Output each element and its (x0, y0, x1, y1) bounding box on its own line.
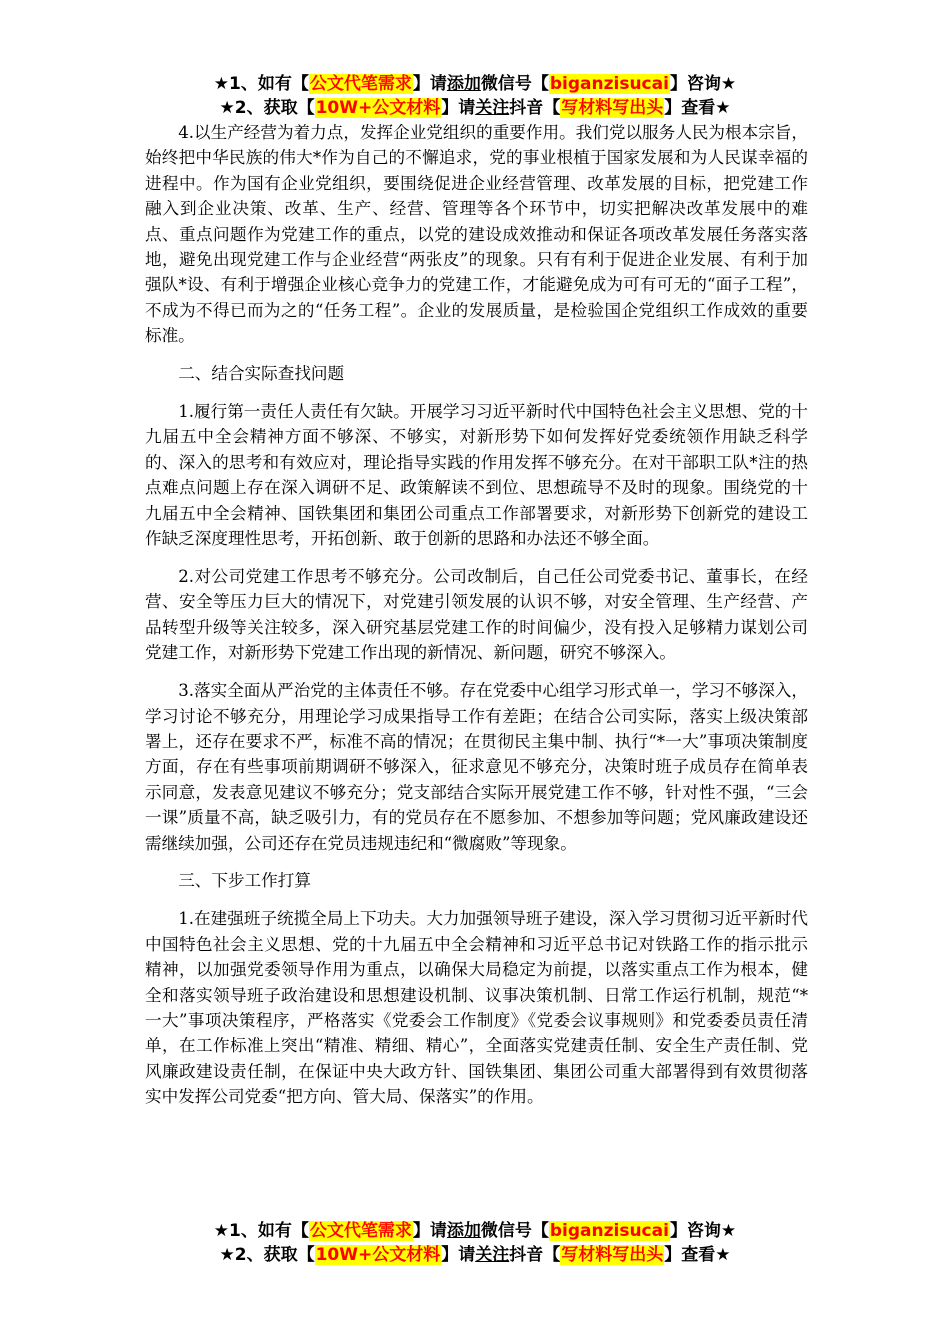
promo-text: 抖音【 (509, 1245, 561, 1265)
section-heading: 三、下步工作打算 (178, 871, 311, 891)
promo-underlined-text: 添加 (446, 74, 481, 94)
promo-text: 】请 (412, 1221, 447, 1241)
promo-line-1 (0, 1219, 950, 1243)
promo-text: ★2、获取【 (219, 98, 315, 118)
promo-highlight: 公文代笔需求 (309, 1221, 412, 1241)
promo-text: 】请 (412, 74, 447, 94)
promo-text: 】查看★ (664, 1245, 731, 1265)
promo-text: 微信号【 (480, 1221, 549, 1241)
promo-underlined-text: 关注 (475, 1245, 510, 1265)
paragraph: 1.在建强班子统揽全局上下功夫。大力加强领导班子建设，深入学习贯彻习近平新时代中国特色社会主义思想、党的十九届五中全会精神和习近平总书记对铁路工作的指示批示精神，以加强党委领导作用为重点，以确保大局稳定为前提，以落实重点工作为根本，健全和落实领导班子政治建设和思想建设机制、议事决策机制、日常工作运行机制，规范“*一大”事项决策程序，严格落实《党委会工作制度》《党委会议事规则》和党委委员责任清单，在工作标准上突出“精准、精细、精心”，全面落实党建责任制、安全生产责任制、党风廉政建设责任制，在保证中央大政方针、国铁集团、集团公司重大部署得到有效贯彻落实中发挥公司党委“把方向、管大局、保落实”的作用。 (145, 909, 808, 1107)
promo-text: 】查看★ (664, 98, 731, 118)
promo-text: 】请 (441, 98, 476, 118)
promo-text: 】咨询★ (669, 74, 737, 94)
promo-underlined-text: 添加 (446, 1221, 481, 1241)
promo-highlight: 公文代笔需求 (309, 74, 412, 94)
promo-text: 微信号【 (480, 74, 549, 94)
promo-highlight: 写材料写出头 (561, 1245, 664, 1265)
promo-highlight: biganzisucai (549, 1221, 669, 1241)
promo-text: 】咨询★ (669, 1221, 737, 1241)
paragraph: 2.对公司党建工作思考不够充分。公司改制后，自己任公司党委书记、董事长，在经营、安全等压力巨大的情况下，对党建引领发展的认识不够，对安全管理、生产经营、产品转型升级等关注较多，深入研究基层党建工作的时间偏少，没有投入足够精力谋划公司党建工作，对新形势下党建工作出现的新情况、新问题，研究不够深入。 (145, 567, 808, 663)
promo-highlight: biganzisucai (549, 74, 669, 94)
document-body (145, 120, 808, 1122)
promo-highlight: 10W+公文材料 (315, 1245, 441, 1265)
paragraph: 4.以生产经营为着力点，发挥企业党组织的重要作用。我们党以服务人民为根本宗旨，始终把中华民族的伟大*作为自己的不懈追求，党的事业根植于国家发展和为人民谋幸福的进程中。作为国有企业党组织，要围绕促进企业经营管理、改革发展的目标，把党建工作融入到企业决策、改革、生产、经营、管理等各个环节中，切实把解决改革发展中的难点、重点问题作为党建工作的重点，以党的建设成效推动和保证各项改革发展任务落实落地，避免出现党建工作与企业经营“两张皮”的现象。只有有利于促进企业发展、有利于加强队*设、有利于增强企业核心竞争力的党建工作，才能避免成为可有可无的“面子工程”，不成为不得已而为之的“任务工程”。企业的发展质量，是检验国企党组织工作成效的重要标准。 (145, 123, 808, 346)
promo-line-2 (0, 96, 950, 120)
promo-text: 】请 (441, 1245, 476, 1265)
promo-highlight: 写材料写出头 (561, 98, 664, 118)
paragraph: 1.履行第一责任人责任有欠缺。开展学习习近平新时代中国特色社会主义思想、党的十九届五中全会精神方面不够深、不够实，对新形势下如何发挥好党委统领作用缺乏科学的、深入的思考和有效应对，理论指导实践的作用发挥不够充分。在对干部职工队*注的热点难点问题上存在深入调研不足、政策解读不到位、思想疏导不及时的现象。围绕党的十九届五中全会精神、国铁集团和集团公司重点工作部署要求，对新形势下创新党的建设工作缺乏深度理性思考，开拓创新、敢于创新的思路和办法还不够全面。 (145, 402, 808, 549)
promo-text: ★2、获取【 (219, 1245, 315, 1265)
promo-line-2 (0, 1243, 950, 1267)
section-heading: 二、结合实际查找问题 (178, 364, 345, 384)
promo-highlight: 10W+公文材料 (315, 98, 441, 118)
promo-banner-bottom (0, 1219, 950, 1267)
promo-text: 抖音【 (509, 98, 561, 118)
promo-underlined-text: 关注 (475, 98, 510, 118)
paragraph: 3.落实全面从严治党的主体责任不够。存在党委中心组学习形式单一，学习不够深入，学习讨论不够充分，用理论学习成果指导工作有差距；在结合公司实际，落实上级决策部署上，还存在要求不严，标准不高的情况；在贯彻民主集中制、执行“*一大”事项决策制度方面，存在有些事项前期调研不够深入，征求意见不够充分，决策时班子成员存在简单表示同意，发表意见建议不够充分；党支部结合实际开展党建工作不够，针对性不强，“三会一课”质量不高，缺乏吸引力，有的党员存在不愿参加、不想参加等问题；党风廉政建设还需继续加强，公司还存在党员违规违纪和“微腐败”等现象。 (145, 681, 808, 853)
promo-banner-top (0, 72, 950, 120)
promo-line-1 (0, 72, 950, 96)
promo-text: ★1、如有【 (213, 1221, 309, 1241)
promo-text: ★1、如有【 (213, 74, 309, 94)
